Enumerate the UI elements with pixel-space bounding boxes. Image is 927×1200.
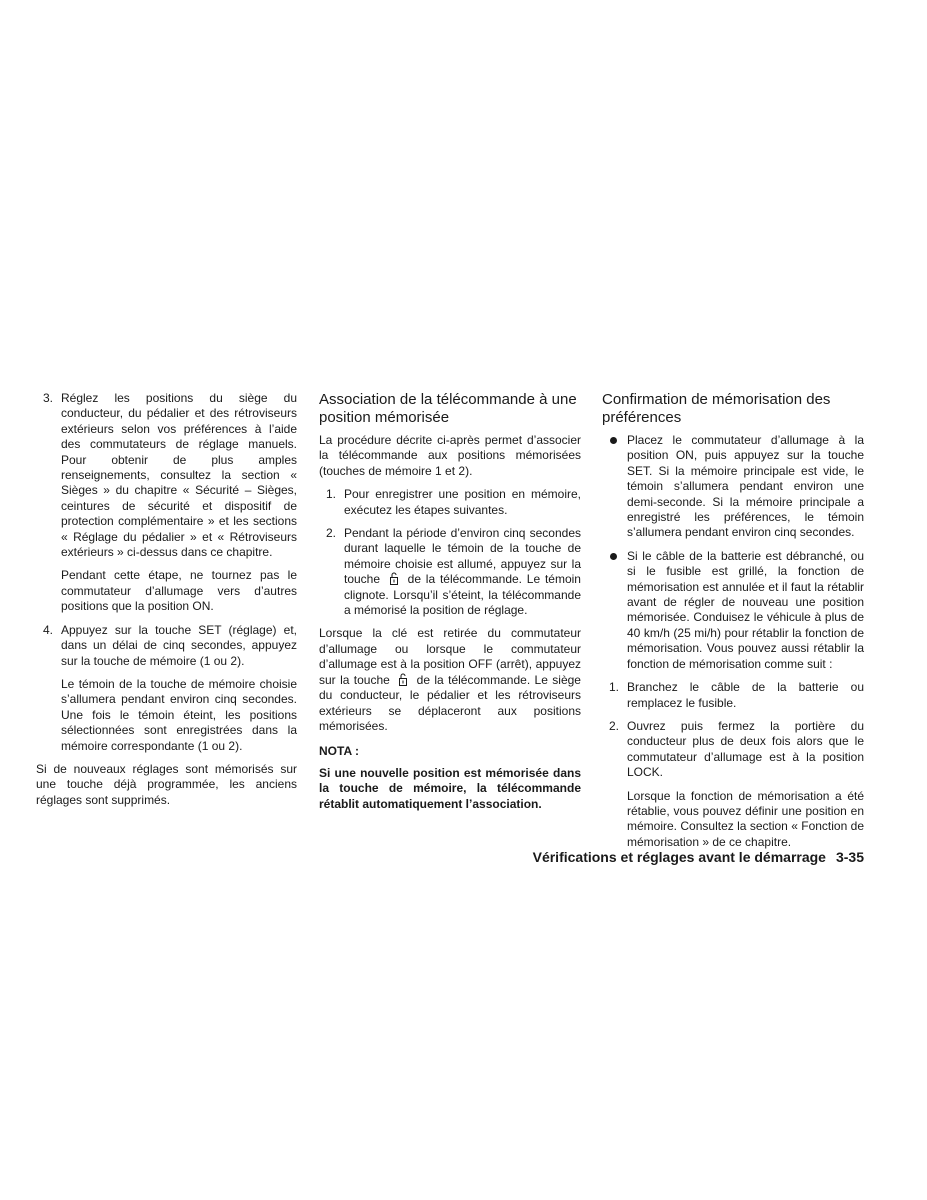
page-number: 3-35 [835, 849, 864, 865]
step-2 [319, 526, 581, 618]
closing-paragraph: Si de nouveaux réglages sont mémorisés sur une touche déjà programmée, les anciens réglages sont supprimés. [36, 761, 297, 807]
step-number: 3. [43, 391, 54, 405]
footer-section-title: Vérifications et réglages avant le démarrage [532, 849, 826, 865]
step-text: Réglez les positions du siège du conducteur, du pédalier et des rétroviseurs extérieurs selon vos préférences à l’aide des commutateurs de réglage manuels. Pour obtenir de plus amples renseignements, consultez la section « Sièges » du chapitre « Sécurité – Sièges, ceintures de sécurité et dispositif de protection complémentaire » et les sections « Réglage du pédalier » et « Rétroviseurs extérieurs » ci-dessus dans ce chapitre. [61, 391, 297, 560]
paragraph-text-before-icon: Lorsque la clé est retirée du commutateur d’allumage ou lorsque le commutateur d’allumage est à la position OFF (arrêt), appuyez sur la touche [319, 626, 581, 687]
step-3 [36, 391, 297, 560]
step-1 [602, 680, 864, 711]
step-4 [36, 623, 297, 669]
step-number: 2. [326, 526, 337, 541]
step-4-note: Le témoin de la touche de mémoire choisie s’allumera pendant environ cinq secondes. Une fois le témoin éteint, les positions sélectionnées sont enregistrées dans la mémoire correspondante (1 ou 2). [61, 676, 297, 753]
column-1 [36, 391, 297, 816]
step-number: 2. [609, 718, 620, 733]
unlock-key-icon [398, 673, 408, 686]
page-footer [440, 849, 864, 865]
step-text: Branchez le câble de la batterie ou remplacez le fusible. [627, 680, 864, 710]
section-heading: Association de la télécommande à une position mémorisée [319, 391, 577, 426]
section-heading: Confirmation de mémorisation des préférences [602, 391, 831, 426]
step-number: 1. [609, 680, 620, 695]
step-text: Appuyez sur la touche SET (réglage) et, dans un délai de cinq secondes, appuyez sur la touche de mémoire (1 ou 2). [61, 622, 297, 668]
bullet-icon [610, 437, 617, 444]
step-3-note: Pendant cette étape, ne tournez pas le commutateur d’allumage vers d’autres positions que la position ON. [61, 568, 297, 614]
step-2 [602, 719, 864, 781]
column-3 [602, 391, 864, 858]
bullet-text: Si le câble de la batterie est débranché, ou si le fusible est grillé, la fonction de mémorisation est annulée et il faut la rétablir avant de régler de nouveau une position mémorisée. Conduisez le véhicule à plus de 40 km/h (25 mi/h) pour rétablir la fonction de mémorisation. Vous pouvez aussi rétablir la fonction de mémorisation comme suit : [627, 548, 864, 671]
step-text: Pour enregistrer une position en mémoire, exécutez les étapes suivantes. [344, 487, 581, 517]
nota-label: NOTA : [319, 744, 359, 759]
step-text-after-icon: de la télécommande. Le témoin clignote. Lorsqu’il s’éteint, la télécommande a mémorisé la position de réglage. [344, 572, 581, 618]
step-text-before-icon: Pendant la période d’environ cinq secondes durant laquelle le témoin de la touche de mémoire choisie est allumé, appuyez sur la touche [344, 526, 581, 587]
step-number: 1. [326, 487, 337, 502]
intro-paragraph: La procédure décrite ci-après permet d’associer la télécommande aux positions mémorisées (touches de mémoire 1 et 2). [319, 433, 581, 478]
remote-paragraph [319, 626, 581, 734]
nota-text: Si une nouvelle position est mémorisée dans la touche de mémoire, la télécommande rétablit automatiquement l’association. [319, 765, 581, 811]
bullet-item [602, 549, 864, 672]
bullet-icon [610, 553, 617, 560]
bullet-item [602, 433, 864, 541]
step-text: Ouvrez puis fermez la portière du conducteur plus de deux fois alors que le commutateur d’allumage est à la position LOCK. [627, 718, 864, 780]
step-1 [319, 487, 581, 518]
unlock-key-icon [389, 572, 399, 585]
bullet-text: Placez le commutateur d’allumage à la position ON, puis appuyez sur la touche SET. Si la mémoire principale est vide, le témoin s’allumera pendant environ une demi-seconde. Si la mémoire principale a enregistré les préférences, le témoin s’allumera pendant environ cinq secondes. [627, 433, 864, 540]
step-2-note: Lorsque la fonction de mémorisation a été rétablie, vous pouvez définir une position en mémoire. Consultez la section « Fonction de mémorisation » de ce chapitre. [627, 788, 864, 849]
step-number: 4. [43, 622, 54, 637]
paragraph-text-after-icon: de la télécommande. Le siège du conducteur, le pédalier et les rétroviseurs extérieurs se déplaceront aux positions mémorisées. [319, 672, 581, 733]
column-2 [319, 391, 581, 820]
